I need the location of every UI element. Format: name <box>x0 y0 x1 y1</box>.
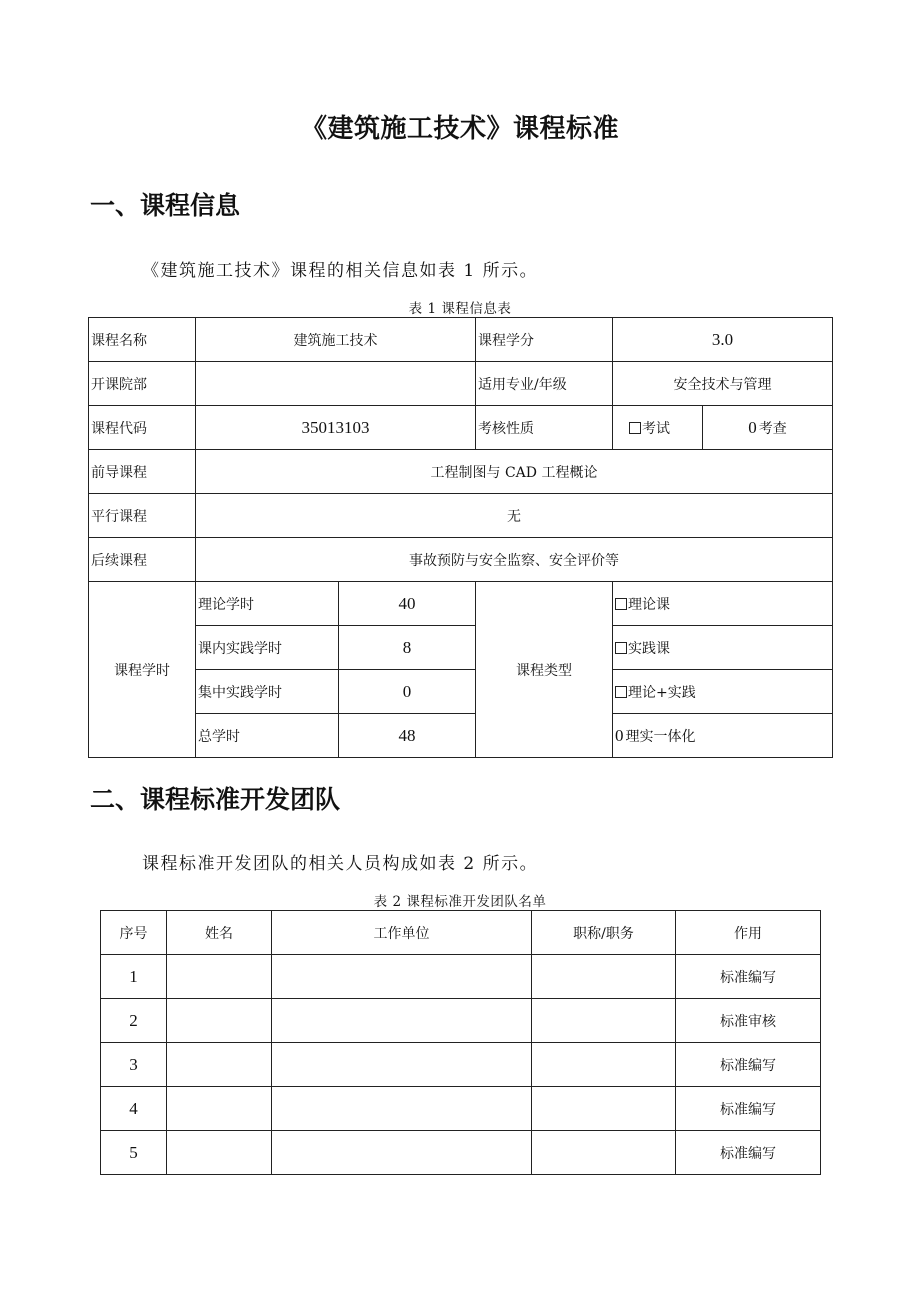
credit-value: 3.0 <box>613 318 833 362</box>
table-row <box>89 538 833 582</box>
code-label: 课程代码 <box>89 406 196 450</box>
dev-team-table <box>100 910 821 1175</box>
table-row <box>89 626 833 670</box>
table-row <box>89 318 833 362</box>
assess-exam-option <box>613 406 703 450</box>
parallel-label: 平行课程 <box>89 494 196 538</box>
assess-check-option <box>703 406 833 450</box>
hours-concentrated-practice-label: 集中实践学时 <box>196 670 339 714</box>
table-row <box>89 362 833 406</box>
type-option-practice <box>613 626 833 670</box>
row-no: 4 <box>101 1087 167 1131</box>
code-value: 35013103 <box>196 406 476 450</box>
table-header-row <box>101 911 821 955</box>
course-info-table <box>88 317 833 758</box>
table-row <box>101 955 821 999</box>
type-option-mark: 0 <box>615 725 624 745</box>
table-row <box>89 582 833 626</box>
type-option-label: 理论+实践 <box>628 684 696 701</box>
row-name <box>167 999 272 1043</box>
type-option-integrated <box>613 714 833 758</box>
followup-label: 后续课程 <box>89 538 196 582</box>
row-no: 2 <box>101 999 167 1043</box>
credit-label: 课程学分 <box>476 318 613 362</box>
dept-label: 开课院部 <box>89 362 196 406</box>
row-name <box>167 1087 272 1131</box>
parallel-value: 无 <box>196 494 833 538</box>
row-role: 标准审核 <box>676 999 821 1043</box>
header-title: 职称/职务 <box>532 911 676 955</box>
table-row <box>101 1131 821 1175</box>
prereq-label: 前导课程 <box>89 450 196 494</box>
header-role: 作用 <box>676 911 821 955</box>
document-title: 《建筑施工技术》课程标准 <box>300 114 619 144</box>
major-label: 适用专业/年级 <box>476 362 613 406</box>
type-option-theory-practice <box>613 670 833 714</box>
hours-total-value: 48 <box>339 714 476 758</box>
prereq-value: 工程制图与 CAD 工程概论 <box>196 450 833 494</box>
type-option-label: 实践课 <box>628 640 670 657</box>
assess-label: 考核性质 <box>476 406 613 450</box>
assess-check-mark: 0 <box>748 417 757 437</box>
checkbox-icon <box>615 598 627 610</box>
header-name: 姓名 <box>167 911 272 955</box>
assess-exam-label: 考试 <box>642 420 670 437</box>
row-unit <box>272 999 532 1043</box>
hours-inclass-practice-label: 课内实践学时 <box>196 626 339 670</box>
table-row <box>89 670 833 714</box>
header-no: 序号 <box>101 911 167 955</box>
row-title <box>532 1131 676 1175</box>
row-role: 标准编写 <box>676 1043 821 1087</box>
row-name <box>167 1043 272 1087</box>
row-title <box>532 1087 676 1131</box>
type-option-label: 理论课 <box>628 596 670 613</box>
table1-caption: 表 1 课程信息表 <box>408 301 512 317</box>
row-no: 5 <box>101 1131 167 1175</box>
table2-caption: 表 2 课程标准开发团队名单 <box>373 894 547 910</box>
row-name <box>167 955 272 999</box>
course-name-label: 课程名称 <box>89 318 196 362</box>
table-row <box>101 999 821 1043</box>
table-row <box>101 1087 821 1131</box>
table-row <box>89 406 833 450</box>
hours-theory-label: 理论学时 <box>196 582 339 626</box>
section-heading-course-info: 一、课程信息 <box>90 191 241 220</box>
course-type-label: 课程类型 <box>476 582 613 758</box>
course-info-intro: 《建筑施工技术》课程的相关信息如表 1 所示。 <box>142 261 539 281</box>
row-role: 标准编写 <box>676 1131 821 1175</box>
row-unit <box>272 1043 532 1087</box>
checkbox-icon <box>629 422 641 434</box>
row-no: 3 <box>101 1043 167 1087</box>
checkbox-icon <box>615 642 627 654</box>
table-row <box>101 1043 821 1087</box>
header-unit: 工作单位 <box>272 911 532 955</box>
type-option-label: 理实一体化 <box>625 728 696 745</box>
row-unit <box>272 1087 532 1131</box>
hours-theory-value: 40 <box>339 582 476 626</box>
row-unit <box>272 955 532 999</box>
row-name <box>167 1131 272 1175</box>
hours-inclass-practice-value: 8 <box>339 626 476 670</box>
row-title <box>532 955 676 999</box>
table-row <box>89 494 833 538</box>
type-option-theory <box>613 582 833 626</box>
row-title <box>532 999 676 1043</box>
row-role: 标准编写 <box>676 955 821 999</box>
row-unit <box>272 1131 532 1175</box>
course-name-value: 建筑施工技术 <box>196 318 476 362</box>
hours-label: 课程学时 <box>89 582 196 758</box>
table-row <box>89 450 833 494</box>
hours-total-label: 总学时 <box>196 714 339 758</box>
row-role: 标准编写 <box>676 1087 821 1131</box>
major-value: 安全技术与管理 <box>613 362 833 406</box>
followup-value: 事故预防与安全监察、安全评价等 <box>196 538 833 582</box>
dept-value <box>196 362 476 406</box>
dev-team-intro: 课程标准开发团队的相关人员构成如表 2 所示。 <box>142 854 539 874</box>
row-no: 1 <box>101 955 167 999</box>
assess-check-label: 考查 <box>758 420 787 437</box>
checkbox-icon <box>615 686 627 698</box>
section-heading-dev-team: 二、课程标准开发团队 <box>90 785 341 814</box>
table-row <box>89 714 833 758</box>
hours-concentrated-practice-value: 0 <box>339 670 476 714</box>
row-title <box>532 1043 676 1087</box>
